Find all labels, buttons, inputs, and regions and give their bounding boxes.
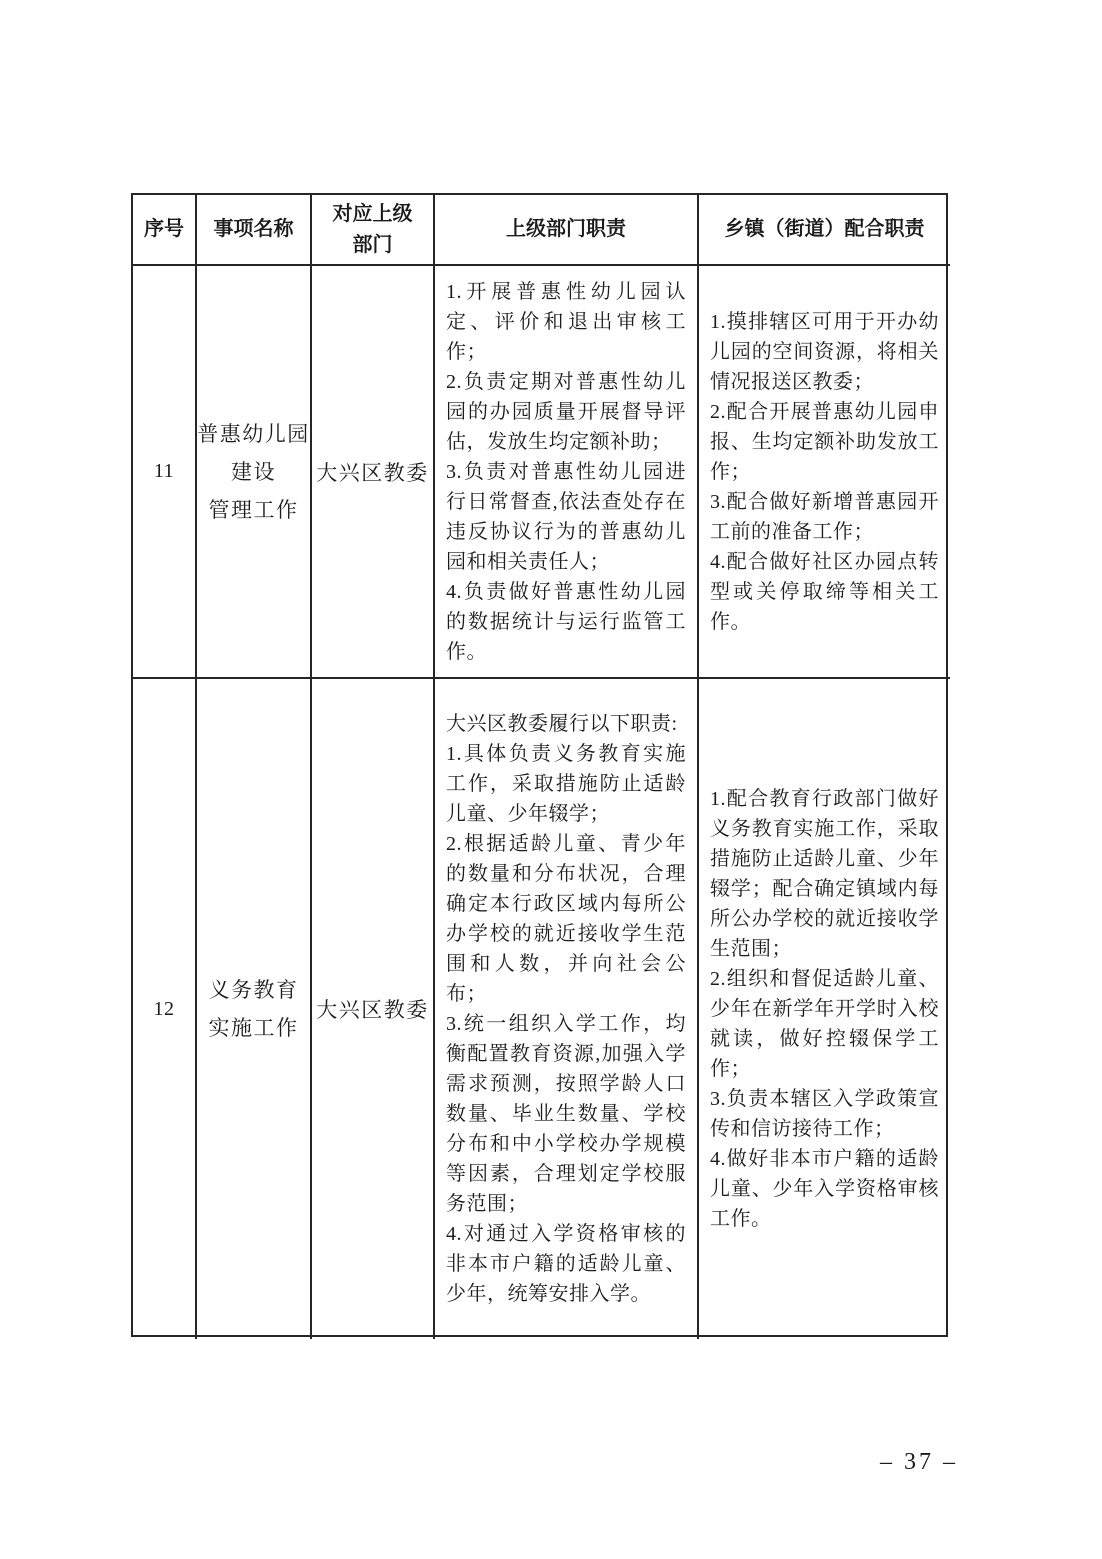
- row11-item-name-cell: [195, 264, 310, 677]
- superior-duty-item: 3.统一组织入学工作，均衡配置教育资源,加强入学需求预测，按照学龄人口数量、毕业生数量、学校分布和中小学校办学规模等因素，合理划定学校服务范围；: [446, 1013, 686, 1215]
- superior-duty-item: 1.具体负责义务教育实施工作，采取措施防止适龄儿童、少年辍学；: [446, 743, 686, 825]
- col-header-seq-label: 序号: [144, 218, 184, 240]
- township-duty-item: 3.配合做好新增普惠园开工前的准备工作；: [710, 490, 939, 543]
- row11-seq-cell: 11: [133, 264, 195, 677]
- row12-superior-duties-cell: [433, 677, 697, 1339]
- township-duty-item: 2.组织和督促适龄儿童、少年在新学年开学时入校就读，做好控辍保学工作；: [710, 968, 939, 1080]
- township-duty-item: 4.配合做好社区办园点转型或关停取缔等相关工作。: [710, 550, 939, 633]
- superior-duty-item: 1.开展普惠性幼儿园认定、评价和退出审核工作；: [446, 280, 686, 363]
- col-header-superior-duties: [433, 195, 697, 264]
- township-duty-item: 1.摸排辖区可用于开办幼儿园的空间资源，将相关情况报送区教委；: [710, 310, 939, 393]
- superior-duty-item: 4.负责做好普惠性幼儿园的数据统计与运行监管工作。: [446, 580, 686, 663]
- item-name-line: 普惠幼儿园: [197, 421, 310, 446]
- superior-duty-item: 2.负责定期对普惠性幼儿园的办园质量开展督导评估，发放生均定额补助；: [446, 370, 686, 453]
- row12-item-name-cell: [195, 677, 310, 1339]
- township-duty-item: 4.做好非本市户籍的适龄儿童、少年入学资格审核工作。: [710, 1148, 939, 1230]
- item-name-line: 义务教育: [208, 978, 299, 1002]
- duties-table: [131, 193, 948, 1337]
- col-header-township-duties: [697, 195, 950, 264]
- township-duty-item: 2.配合开展普惠幼儿园申报、生均定额补助发放工作；: [710, 400, 939, 483]
- row11-township-duties-cell: [697, 264, 950, 677]
- item-name-line: 实施工作: [208, 1016, 299, 1040]
- col-header-township-duties-label: 乡镇（街道）配合职责: [724, 218, 925, 240]
- superior-duty-item: 4.对通过入学资格审核的非本市户籍的适龄儿童、少年，统筹安排入学。: [446, 1223, 686, 1305]
- superior-duties-intro: 大兴区教委履行以下职责:: [446, 713, 678, 735]
- col-header-seq: [133, 195, 195, 264]
- row11-superior-duties-cell: [433, 264, 697, 677]
- col-header-item-name: [195, 195, 310, 264]
- col-header-superior-department-label: 对应上级部门: [332, 202, 413, 256]
- superior-duty-item: 3.负责对普惠性幼儿园进行日常督查,依法查处存在违反协议行为的普惠幼儿园和相关责任人；: [446, 460, 686, 573]
- row11-department-cell: 大兴区教委: [310, 264, 433, 677]
- item-name-line: 管理工作: [208, 497, 299, 522]
- township-duty-item: 3.负责本辖区入学政策宣传和信访接待工作；: [710, 1088, 939, 1140]
- row12-township-duties-cell: [697, 677, 950, 1339]
- superior-duty-item: 2.根据适龄儿童、青少年的数量和分布状况，合理确定本行政区域内每所公办学校的就近接收学生范围和人数，并向社会公布；: [446, 833, 686, 1005]
- township-duty-item: 1.配合教育行政部门做好义务教育实施工作，采取措施防止适龄儿童、少年辍学；配合确定镇域内每所公办学校的就近接收学生范围；: [710, 788, 939, 960]
- item-name-line: 建设: [231, 459, 276, 484]
- col-header-item-name-label: 事项名称: [213, 218, 294, 240]
- row12-department-cell: 大兴区教委: [310, 677, 433, 1339]
- col-header-superior-department: [310, 195, 433, 264]
- row12-seq-cell: 12: [133, 677, 195, 1339]
- col-header-superior-duties-label: 上级部门职责: [506, 218, 626, 240]
- page-number: – 37 –: [880, 1449, 958, 1475]
